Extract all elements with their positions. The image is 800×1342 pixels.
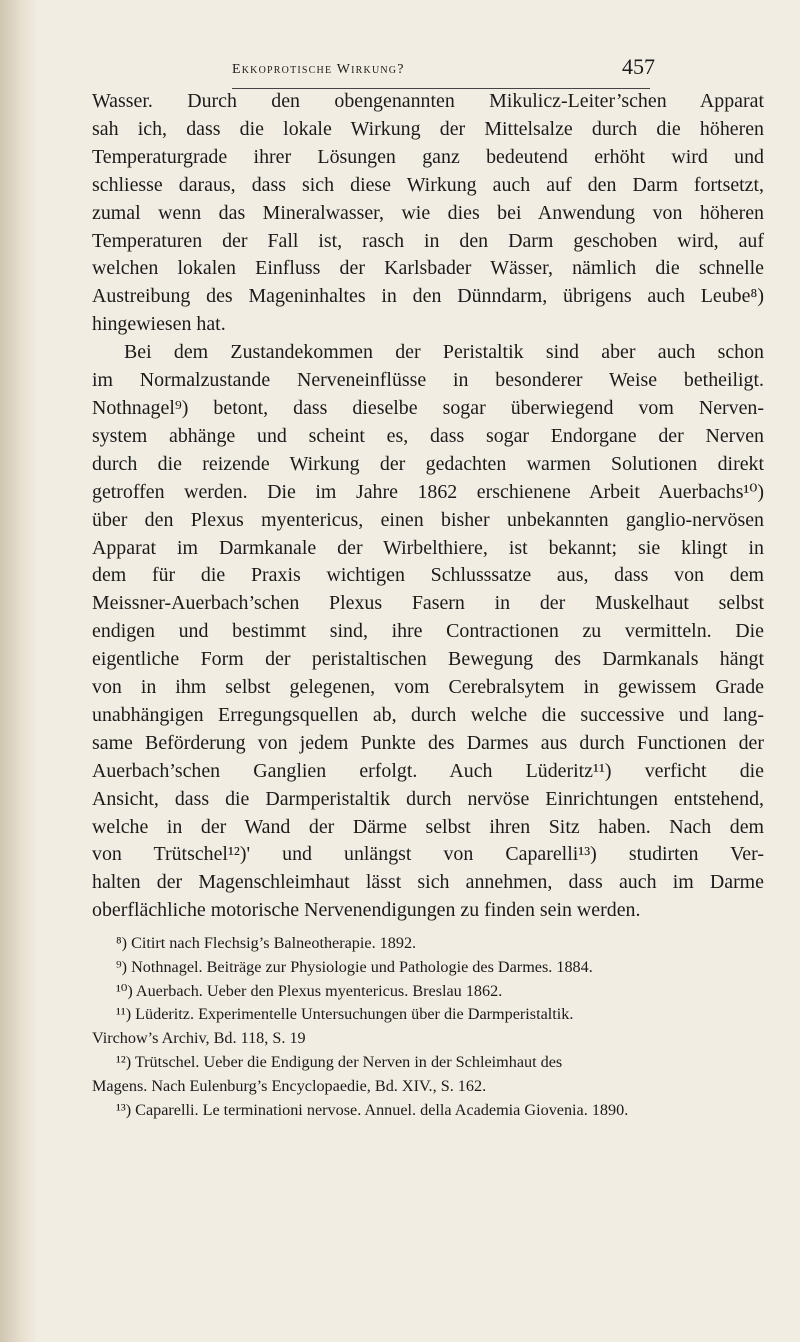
text-line: Auerbach’schen Ganglien erfolgt. Auch Lüderitz¹¹) verficht die: [92, 759, 764, 782]
footnote-8: ⁸) Citirt nach Flechsig’s Balneotherapie. 1892.: [116, 934, 417, 952]
text-line: getroffen werden. Die im Jahre 1862 erschienene Arbeit Auerbachs¹⁰): [92, 480, 764, 503]
footnote-12: ¹²) Trütschel. Ueber die Endigung der Nerven in der Schleimhaut des: [116, 1052, 563, 1071]
text-line: über den Plexus myentericus, einen bisher unbekannten ganglio-nervösen: [92, 508, 764, 531]
text-line: Bei dem Zustandekommen der Peristaltik sind aber auch schon: [124, 341, 764, 364]
text-line: hingewiesen hat.: [92, 313, 226, 336]
text-line: Meissner-Auerbach’schen Plexus Fasern in der Muskelhaut selbst: [92, 592, 764, 615]
page-header: [0, 52, 800, 92]
footnote-10: ¹⁰) Auerbach. Ueber den Plexus myentericus. Breslau 1862.: [116, 981, 503, 1000]
text-line: system abhänge und scheint es, dass sogar Endorgane der Nerven: [92, 424, 764, 447]
text-line: von Trütschel¹²)' und unlängst von Caparelli¹³) studirten Ver-: [92, 843, 764, 866]
page-edge-shadow: [0, 0, 38, 1342]
text-line: von in ihm selbst gelegenen, vom Cerebralsytem in gewissem Grade: [92, 676, 764, 699]
footnote-12-continued: Magens. Nach Eulenburg’s Encyclopaedie, Bd. XIV., S. 162.: [92, 1076, 487, 1095]
text-line: durch die reizende Wirkung der gedachten warmen Solutionen direkt: [92, 452, 764, 475]
running-head: Ekkoprotische Wirkung?: [232, 62, 405, 77]
footnote-11: ¹¹) Lüderitz. Experimentelle Untersuchungen über die Darmperistaltik.: [116, 1005, 574, 1024]
text-line: same Beförderung von jedem Punkte des Darmes aus durch Functionen der: [92, 731, 764, 754]
footnote-13: ¹³) Caparelli. Le terminationi nervose. Annuel. della Academia Giovenia. 1890.: [116, 1100, 629, 1119]
text-line: Apparat im Darmkanale der Wirbelthiere, ist bekannt; sie klingt in: [92, 536, 764, 559]
text-line: Temperaturen der Fall ist, rasch in den Darm geschoben wird, auf: [92, 229, 764, 252]
text-line: schliesse daraus, dass sich diese Wirkung auch auf den Darm fortsetzt,: [92, 173, 764, 196]
text-line: eigentliche Form der peristaltischen Bewegung des Darmkanals hängt: [92, 648, 764, 671]
text-line: im Normalzustande Nerveneinflüsse in besonderer Weise betheiligt.: [92, 369, 764, 392]
text-line: Nothnagel⁹) betont, dass dieselbe sogar überwiegend vom Nerven-: [92, 396, 764, 419]
text-line: Ansicht, dass die Darmperistaltik durch nervöse Einrichtungen entstehend,: [92, 787, 764, 810]
text-line: Temperaturgrade ihrer Lösungen ganz bedeutend erhöht wird und: [92, 145, 764, 168]
body-text: [92, 88, 764, 925]
text-line: zumal wenn das Mineralwasser, wie dies bei Anwendung von höheren: [92, 201, 764, 224]
text-line: dem für die Praxis wichtigen Schlusssatze aus, dass von dem: [92, 564, 764, 587]
text-line: endigen und bestimmt sind, ihre Contractionen zu vermitteln. Die: [92, 620, 764, 643]
text-line: unabhängigen Erregungsquellen ab, durch welche die successive und lang-: [92, 703, 764, 726]
footnote-9: ⁹) Nothnagel. Beiträge zur Physiologie und Pathologie des Darmes. 1884.: [116, 957, 593, 976]
text-line: sah ich, dass die lokale Wirkung der Mittelsalze durch die höheren: [92, 117, 764, 140]
text-line: Wasser. Durch den obengenannten Mikulicz-Leiter’schen Apparat: [92, 90, 764, 112]
text-line: Austreibung des Mageninhaltes in den Dünndarm, übrigens auch Leube⁸): [92, 285, 764, 308]
page-number: 457: [622, 54, 655, 79]
text-line: welche in der Wand der Därme selbst ihren Sitz haben. Nach dem: [92, 815, 764, 838]
text-line: oberflächliche motorische Nervenendigungen zu finden sein werden.: [92, 899, 641, 922]
footnotes: [92, 932, 764, 1122]
footnote-11-continued: Virchow’s Archiv, Bd. 118, S. 19: [92, 1029, 306, 1048]
text-line: halten der Magenschleimhaut lässt sich annehmen, dass auch im Darme: [92, 871, 764, 894]
text-line: welchen lokalen Einfluss der Karlsbader Wässer, nämlich die schnelle: [92, 257, 764, 280]
